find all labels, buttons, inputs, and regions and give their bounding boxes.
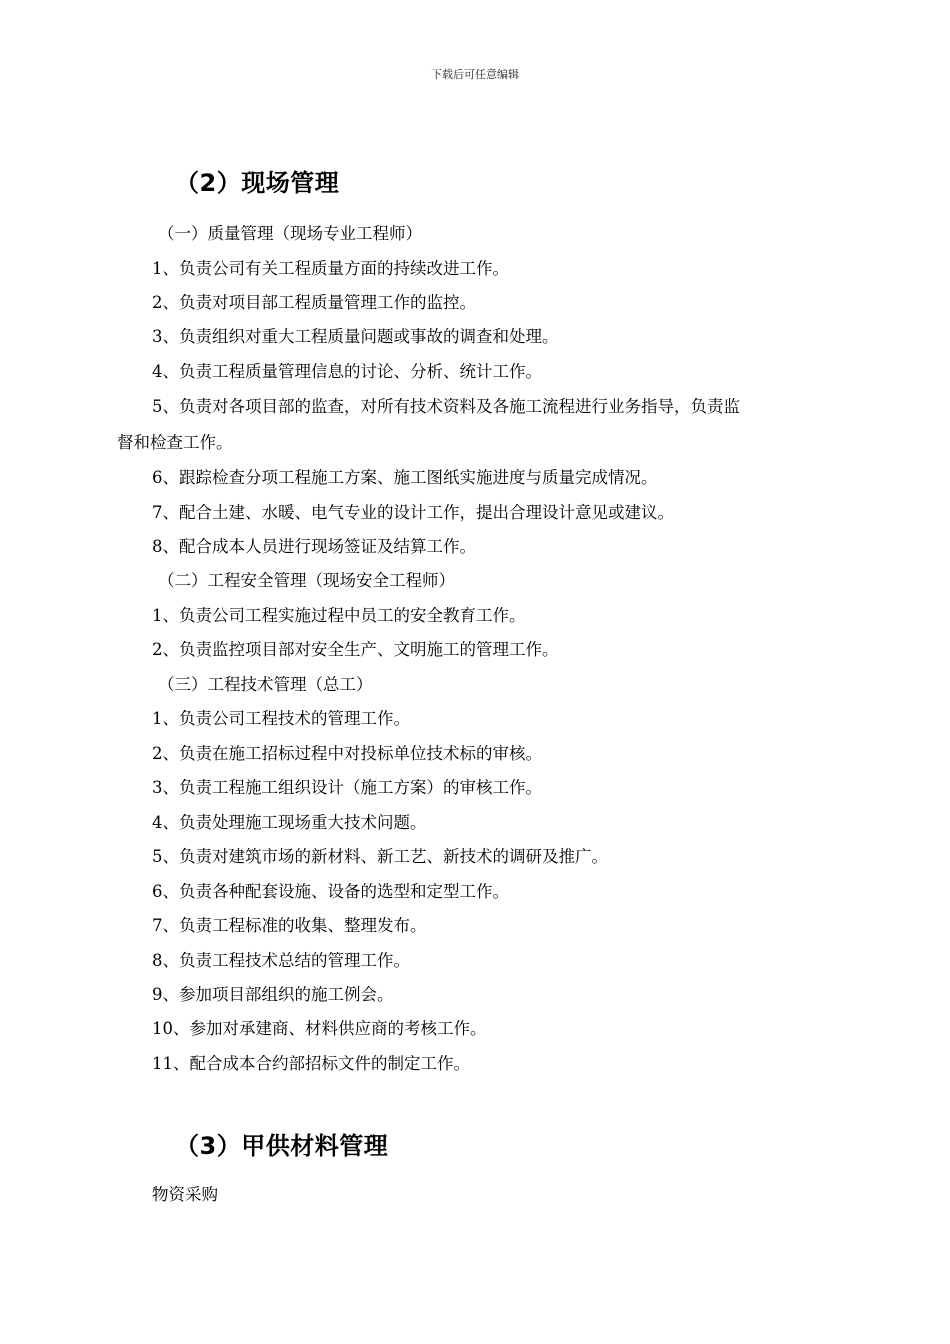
technical-item: 6、负责各种配套设施、设备的选型和定型工作。 (152, 882, 509, 901)
safety-item: 2、负责监控项目部对安全生产、文明施工的管理工作。 (152, 640, 559, 659)
page-header: 下载后可任意编辑 (431, 68, 519, 81)
quality-item: 8、配合成本人员进行现场签证及结算工作。 (152, 537, 476, 556)
section-heading-owner-supplied-materials: （3）甲供材料管理 (175, 1132, 389, 1160)
technical-item: 9、参加项目部组织的施工例会。 (152, 985, 394, 1004)
quality-item: 7、配合土建、水暖、电气专业的设计工作，提出合理设计意见或建议。 (152, 503, 674, 522)
safety-item: 1、负责公司工程实施过程中员工的安全教育工作。 (152, 606, 526, 625)
quality-item: 5、负责对各项目部的监查，对所有技术资料及各施工流程进行业务指导，负责监 (152, 397, 740, 416)
quality-item: 1、负责公司有关工程质量方面的持续改进工作。 (152, 259, 509, 278)
technical-item: 4、负责处理施工现场重大技术问题。 (152, 813, 427, 832)
technical-item: 1、负责公司工程技术的管理工作。 (152, 709, 410, 728)
quality-item-continuation: 督和检查工作。 (117, 433, 233, 452)
subsection-title-quality: （一）质量管理（现场专业工程师） (158, 224, 422, 243)
quality-item: 6、跟踪检查分项工程施工方案、施工图纸实施进度与质量完成情况。 (152, 468, 658, 487)
quality-item: 2、负责对项目部工程质量管理工作的监控。 (152, 293, 476, 312)
technical-item: 5、负责对建筑市场的新材料、新工艺、新技术的调研及推广。 (152, 847, 608, 866)
subsection-title-safety: （二）工程安全管理（现场安全工程师） (158, 571, 455, 590)
technical-item: 3、负责工程施工组织设计（施工方案）的审核工作。 (152, 778, 542, 797)
technical-item: 7、负责工程标准的收集、整理发布。 (152, 916, 427, 935)
technical-item: 2、负责在施工招标过程中对投标单位技术标的审核。 (152, 744, 542, 763)
subsection-title-technical: （三）工程技术管理（总工） (158, 675, 373, 694)
quality-item: 3、负责组织对重大工程质量问题或事故的调查和处理。 (152, 327, 559, 346)
section-heading-site-management: （2）现场管理 (175, 169, 340, 197)
technical-item: 11、配合成本合约部招标文件的制定工作。 (152, 1054, 470, 1073)
quality-item: 4、负责工程质量管理信息的讨论、分析、统计工作。 (152, 362, 542, 381)
technical-item: 8、负责工程技术总结的管理工作。 (152, 951, 410, 970)
section3-paragraph: 物资采购 (152, 1185, 218, 1204)
technical-item: 10、参加对承建商、材料供应商的考核工作。 (152, 1019, 487, 1038)
